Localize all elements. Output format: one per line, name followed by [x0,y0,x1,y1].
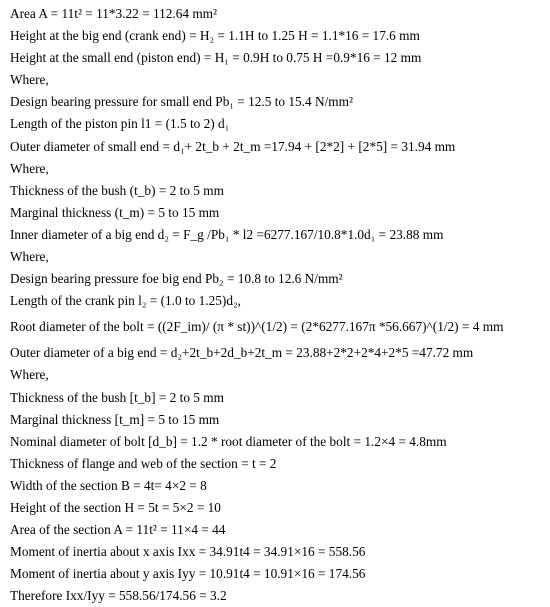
text-line-section-height: Height of the section H = 5t = 5×2 = 10 [10,499,221,515]
text-line-nominal-diameter-bolt: Nominal diameter of bolt [d_b] = 1.2 * root diameter of the bolt = 1.2×4 = 4.8mm [10,433,447,449]
text-line-piston-pin-length: Length of the piston pin l1 = (1.5 to 2) d₁ [10,116,230,132]
text-line-outer-diameter-small: Outer diameter of small end = d₁+ 2t_b + 2t_m =17.94 + [2*2] + [2*5] = 31.94 mm [10,138,456,154]
text-line-where: Where, [10,160,49,176]
text-line-inner-diameter-big: Inner diameter of a big end d₂ = F_g /Pb₁ * l2 =6277.167/10.8*1.0d₁ = 23.88 mm [10,226,444,242]
text-line-flange-thickness: Thickness of flange and web of the section = t = 2 [10,455,277,471]
text-line-bearing-pressure-small: Design bearing pressure for small end Pb₁ = 12.5 to 15.4 N/mm² [10,94,353,110]
document-body [10,3,546,607]
text-line-bush-thickness: Thickness of the bush [t_b] = 2 to 5 mm [10,389,224,405]
text-line-bearing-pressure-big: Design bearing pressure foe big end Pb₂ = 10.8 to 12.6 N/mm² [10,271,343,287]
text-line-section-width: Width of the section B = 4t= 4×2 = 8 [10,477,207,493]
text-line-outer-diameter-big: Outer diameter of a big end = d₂+2t_b+2d_b+2t_m = 23.88+2*2+2*4+2*5 =47.72 mm [10,345,474,361]
text-line-height-big-end: Height at the big end (crank end) = H₂ = 1.1H to 1.25 H = 1.1*16 = 17.6 mm [10,28,420,44]
text-line-inertia-x: Moment of inertia about x axis Ixx = 34.91t4 = 34.91×16 = 558.56 [10,544,366,560]
text-line-crank-pin-length: Length of the crank pin l₂ = (1.0 to 1.25)d₂, [10,293,241,309]
text-line-area: Area A = 11t² = 11*3.22 = 112.64 mm² [10,6,218,21]
text-line-bush-thickness: Thickness of the bush (t_b) = 2 to 5 mm [10,182,224,198]
text-line-inertia-y: Moment of inertia about y axis Iyy = 10.91t4 = 10.91×16 = 174.56 [10,566,366,582]
text-line-height-small-end: Height at the small end (piston end) = H₁ = 0.9H to 0.75 H =0.9*16 = 12 mm [10,50,422,66]
text-line-root-diameter-bolt: Root diameter of the bolt = ((2F_im)/ (π * st))^(1/2) = (2*6277.167π *56.667)^(1/2) = 4 mm [10,319,504,335]
text-line-section-area: Area of the section A = 11t² = 11×4 = 44 [10,522,226,538]
text-line-where: Where, [10,72,49,88]
text-line-where: Where, [10,367,49,383]
text-line-marginal-thickness: Marginal thickness [t_m] = 5 to 15 mm [10,411,220,427]
text-line-marginal-thickness: Marginal thickness (t_m) = 5 to 15 mm [10,204,220,220]
text-line-where: Where, [10,249,49,265]
text-line-inertia-ratio: Therefore Ixx/Iyy = 558.56/174.56 = 3.2 [10,588,227,604]
